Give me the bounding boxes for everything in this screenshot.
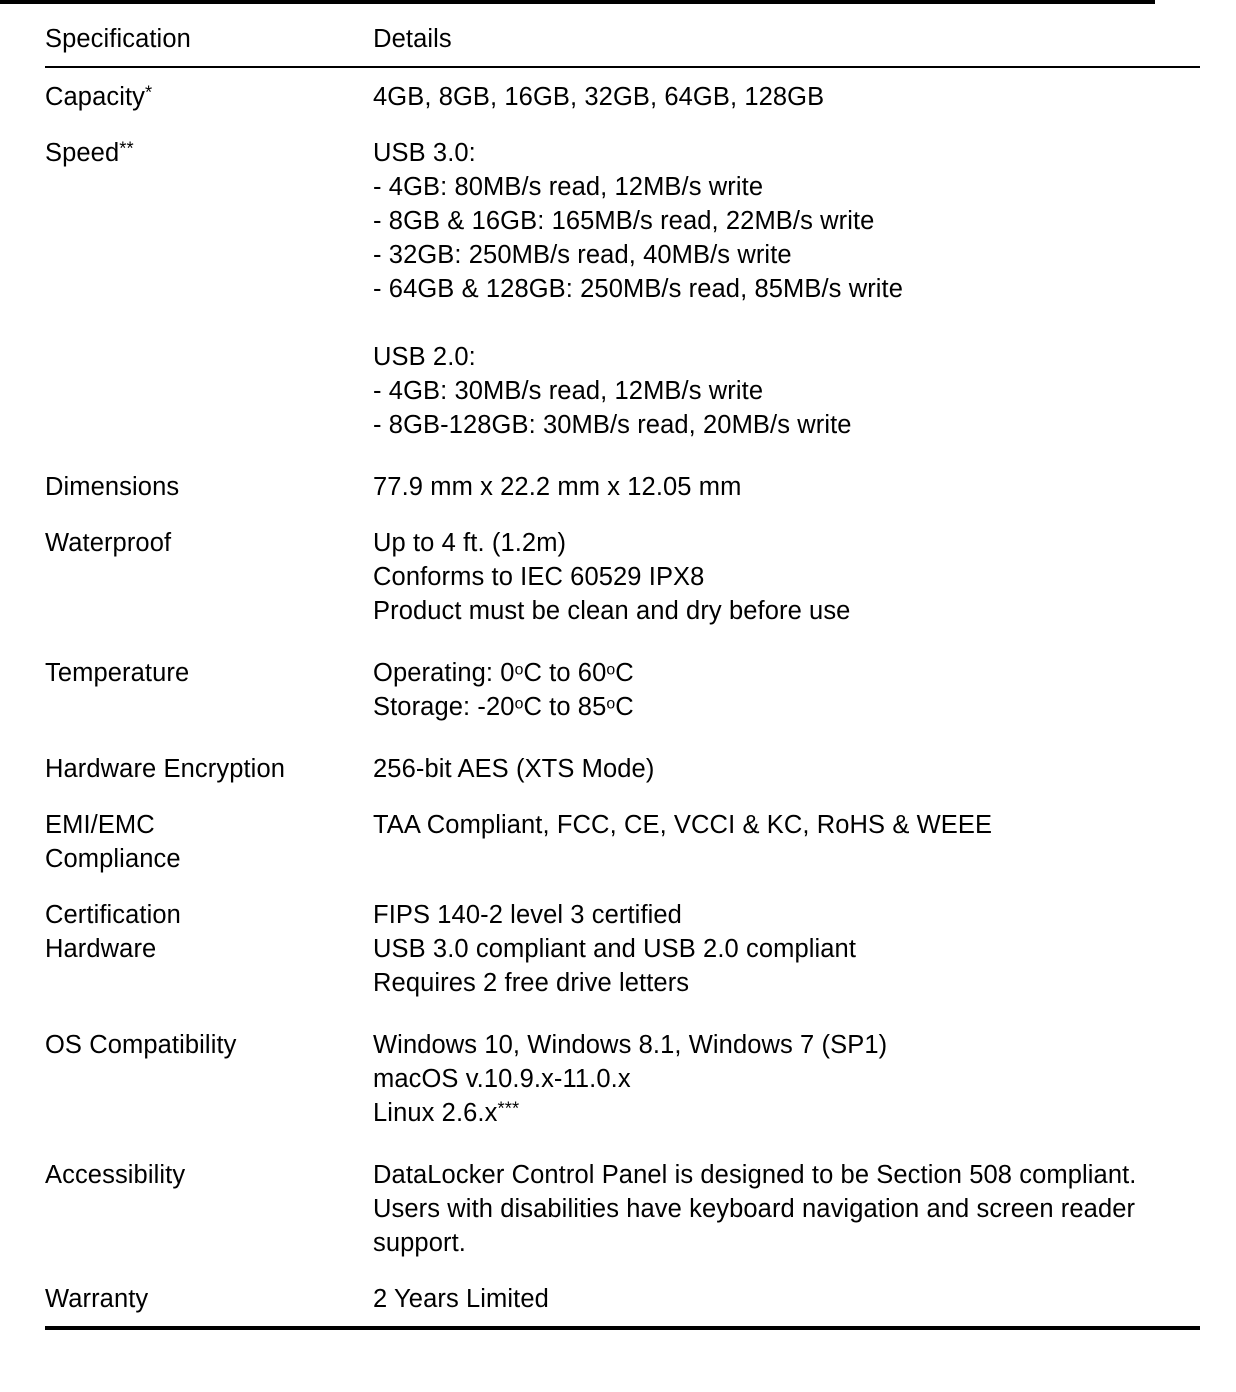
row-spec-cell	[45, 886, 373, 1016]
footnote-marker: ***	[497, 1097, 520, 1119]
degree-symbol: o	[514, 695, 524, 713]
table-body	[45, 12, 1200, 66]
footnote-marker: *	[145, 81, 153, 103]
row-detail-line: - 8GB-128GB: 30MB/s read, 20MB/s write	[373, 411, 852, 439]
row-detail-line: Operating: 0$^o$C to 60$^o$C	[373, 659, 634, 687]
specification-table-body	[45, 68, 1200, 1326]
row-spec-label: Compliance	[45, 845, 181, 873]
specification-table	[45, 12, 1200, 66]
row-detail-line: Up to 4 ft. (1.2m)	[373, 529, 567, 557]
row-spec-label: Capacity*	[45, 81, 153, 111]
row-detail-line: USB 3.0:	[373, 139, 476, 167]
table-row	[45, 740, 1200, 796]
table-row	[45, 458, 1200, 514]
table-row	[45, 1270, 1200, 1326]
row-spec-label: Hardware Encryption	[45, 755, 286, 783]
row-detail-line: USB 2.0:	[373, 343, 476, 371]
row-detail-cell	[373, 644, 1200, 740]
row-detail-line: - 64GB & 128GB: 250MB/s read, 85MB/s write	[373, 275, 904, 303]
header-cell-specification	[45, 12, 373, 66]
row-detail-line: - 4GB: 80MB/s read, 12MB/s write	[373, 173, 764, 201]
row-spec-cell	[45, 740, 373, 796]
degree-symbol: o	[606, 661, 616, 679]
row-detail-line: DataLocker Control Panel is designed to be Section 508 compliant. Users with disabilities have keyboard navigation and screen reader support.	[373, 1161, 1144, 1257]
row-detail-line: 77.9 mm x 22.2 mm x 12.05 mm	[373, 473, 742, 501]
row-spec-label: Hardware	[45, 935, 157, 963]
row-spec-label: OS Compatibility	[45, 1031, 237, 1059]
table-rows-host	[45, 66, 1200, 1330]
row-detail-line: Linux 2.6.x***	[373, 1097, 520, 1127]
row-detail-cell	[373, 1270, 1200, 1326]
row-detail-cell	[373, 458, 1200, 514]
degree-symbol: o	[606, 695, 616, 713]
row-detail-line: - 8GB & 16GB: 165MB/s read, 22MB/s write	[373, 207, 875, 235]
header-label-specification: Specification	[45, 25, 191, 53]
row-detail-line: 256-bit AES (XTS Mode)	[373, 755, 655, 783]
row-spec-label: Warranty	[45, 1285, 149, 1313]
row-detail-line: TAA Compliant, FCC, CE, VCCI & KC, RoHS & WEEE	[373, 811, 993, 839]
row-spec-cell	[45, 68, 373, 124]
row-spec-label: Temperature	[45, 659, 190, 687]
table-row	[45, 886, 1200, 1016]
row-spec-label: Accessibility	[45, 1161, 186, 1189]
row-detail-line: Conforms to IEC 60529 IPX8	[373, 563, 705, 591]
table-row	[45, 1146, 1200, 1270]
row-detail-cell	[373, 886, 1200, 1016]
row-spec-label: EMI/EMC	[45, 811, 155, 839]
row-spec-label: Certification	[45, 901, 181, 929]
footnote-marker: **	[119, 137, 134, 159]
row-spec-cell	[45, 514, 373, 644]
row-detail-cell	[373, 1146, 1200, 1270]
row-detail-line: - 32GB: 250MB/s read, 40MB/s write	[373, 241, 792, 269]
row-spec-cell	[45, 124, 373, 458]
row-detail-line: Windows 10, Windows 8.1, Windows 7 (SP1)	[373, 1031, 888, 1059]
table-row	[45, 796, 1200, 886]
table-row	[45, 514, 1200, 644]
row-detail-line: FIPS 140-2 level 3 certified	[373, 901, 682, 929]
row-spec-label: Waterproof	[45, 529, 172, 557]
row-detail-line: Requires 2 free drive letters	[373, 969, 690, 997]
row-detail-cell	[373, 124, 1200, 458]
header-label-details: Details	[373, 25, 452, 53]
row-detail-line: Product must be clean and dry before use	[373, 597, 851, 625]
table-body	[45, 68, 1200, 1326]
row-detail-line: macOS v.10.9.x-11.0.x	[373, 1065, 631, 1093]
table-top-rule	[0, 0, 1155, 4]
row-spec-label: Dimensions	[45, 473, 180, 501]
row-detail-cell	[373, 514, 1200, 644]
row-spec-label: Speed**	[45, 137, 134, 167]
row-detail-line: 2 Years Limited	[373, 1285, 549, 1313]
row-detail-line: USB 3.0 compliant and USB 2.0 compliant	[373, 935, 856, 963]
row-detail-cell	[373, 740, 1200, 796]
table-row	[45, 1016, 1200, 1146]
header-cell-details	[373, 12, 1200, 66]
degree-symbol: o	[514, 661, 524, 679]
row-spec-cell	[45, 1270, 373, 1326]
table-row	[45, 68, 1200, 124]
table-row	[45, 124, 1200, 458]
row-spec-cell	[45, 796, 373, 886]
row-detail-cell	[373, 68, 1200, 124]
table-row	[45, 644, 1200, 740]
row-detail-cell	[373, 796, 1200, 886]
table-header-row	[45, 12, 1200, 66]
detail-spacer	[373, 306, 1200, 340]
table-bottom-rule	[45, 1326, 1200, 1330]
row-spec-cell	[45, 1146, 373, 1270]
row-detail-line: - 4GB: 30MB/s read, 12MB/s write	[373, 377, 764, 405]
row-detail-cell	[373, 1016, 1200, 1146]
row-spec-cell	[45, 458, 373, 514]
row-detail-line: 4GB, 8GB, 16GB, 32GB, 64GB, 128GB	[373, 83, 825, 111]
row-detail-line: Storage: -20$^o$C to 85$^o$C	[373, 693, 634, 721]
row-spec-cell	[45, 644, 373, 740]
row-spec-cell	[45, 1016, 373, 1146]
